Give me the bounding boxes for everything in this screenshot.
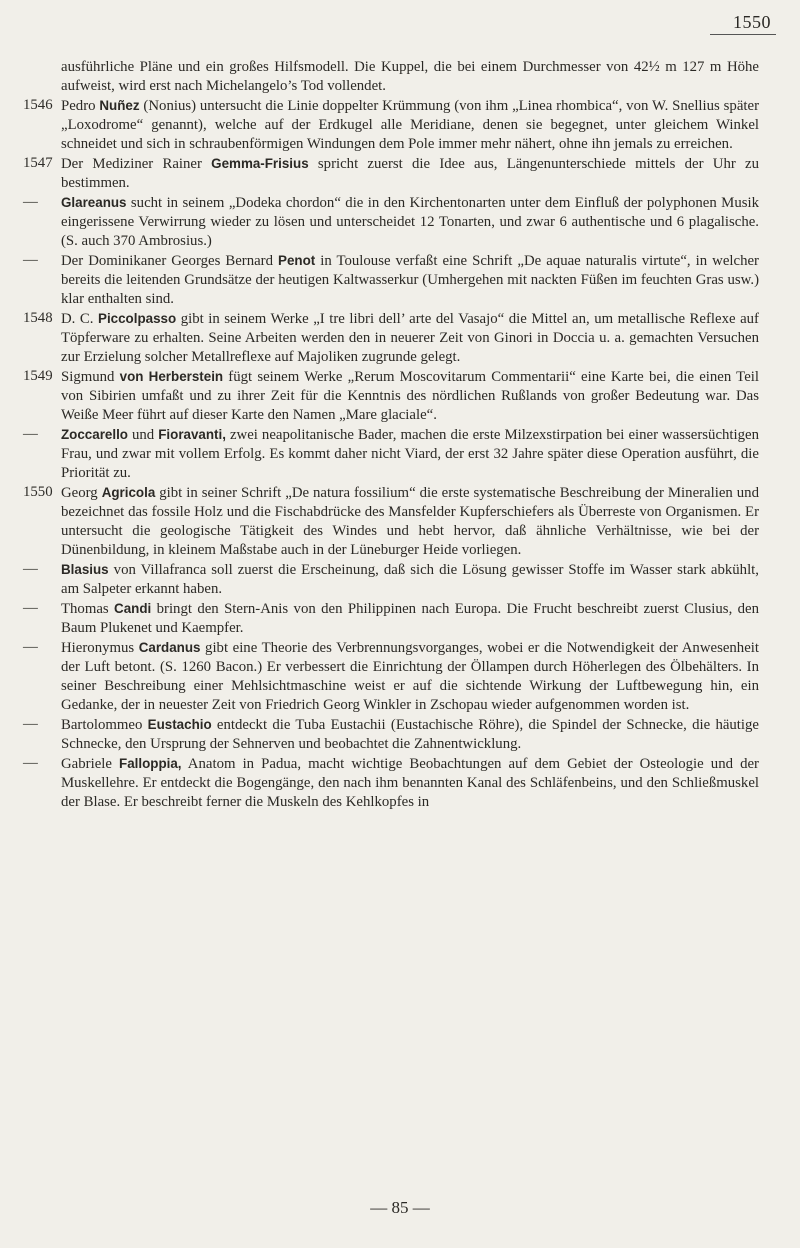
name-highlight: Candi <box>114 601 152 616</box>
text-run: gibt in seiner Schrift „De natura fossilium“ die erste systematische Beschreibung der Mineralien und bezeichnet das fossile Holz und die Fischabdrücke des Mansfelder Kupferschiefers als Überreste von Organismen. Er untersucht die geologische Tätigkeit des Windes und hebt hervor, daß ähnliche Verhältnisse, wie bei der Dünenbildung, in kleinem Maßstabe auch in der Lüneburger Heide vorliegen. <box>61 485 759 558</box>
text-run: Pedro <box>61 98 100 114</box>
chronicle-entry <box>22 58 762 96</box>
chronicle-entry <box>22 251 762 309</box>
chronicle-entry <box>22 96 762 154</box>
name-highlight: Nuñez <box>99 98 140 113</box>
text-run: von Villafranca soll zuerst die Erscheinung, daß sich die Lösung gewisser Stoffe im Wasser stark abkühlt, am Salpeter erkannt haben. <box>61 562 759 597</box>
chronicle-entry <box>22 193 762 251</box>
name-highlight: Piccolpasso <box>98 311 177 326</box>
entry-year: 1550 <box>23 484 53 500</box>
text-run: Georg <box>61 485 102 501</box>
entry-text <box>61 367 759 425</box>
chronicle-entry <box>22 309 762 367</box>
chronicle-entry <box>22 425 762 483</box>
chronicle-entry <box>22 154 762 193</box>
chronicle-entry <box>22 754 762 812</box>
name-highlight: Gemma-Frisius <box>211 156 309 171</box>
text-run: entdeckt die Tuba Eustachii (Eustachische Röhre), die Spindel der Schnecke, die häutige Schnecke, den Ursprung der Sehnerven und beobachtet die Zahnentwicklung. <box>61 717 759 752</box>
entry-text <box>61 58 759 96</box>
text-run: ausführliche Pläne und ein großes Hilfsmodell. Die Kuppel, die bei einem Durchmesser von 42½ m 127 m Höhe aufweist, wird erst nach Michelangelo’s Tod vollendet. <box>61 59 759 94</box>
entry-text <box>61 96 759 154</box>
entry-text <box>61 638 759 715</box>
chronicle-text <box>22 58 762 812</box>
entry-year: — <box>23 755 38 771</box>
text-run: fügt seinem Werke „Rerum Moscovitarum Commentarii“ eine Karte bei, die einen Teil von Sibirien umfaßt und zu ihrer Zeit für die Kenntnis des nördlichen Rußlands von großer Bedeutung war. Das Weiße Meer führt auf dieser Karte den Namen „Mare glaciale“. <box>61 369 759 423</box>
entry-text <box>61 193 759 251</box>
entry-text <box>61 251 759 309</box>
text-run: Hieronymus <box>61 640 139 656</box>
name-highlight: Blasius <box>61 562 109 577</box>
entry-year: 1546 <box>23 97 53 113</box>
entry-year: — <box>23 252 38 268</box>
text-run: spricht zuerst die Idee aus, Längenunterschiede mittels der Uhr zu bestimmen. <box>61 156 759 191</box>
name-highlight: Glareanus <box>61 195 127 210</box>
text-run: Anatom in Padua, macht wichtige Beobachtungen auf dem Gebiet der Osteologie und der Muskellehre. Er entdeckt die Bogengänge, den nach ihm benannten Kanal des Schläfenbeins, und den Schließmuskel der Blase. Er beschreibt ferner die Muskeln des Kehlkopfes in <box>61 756 759 810</box>
text-run: Gabriele <box>61 756 120 772</box>
entry-year: — <box>23 426 38 442</box>
entry-year: — <box>23 194 38 210</box>
name-highlight: Falloppia, <box>119 756 182 771</box>
chronicle-entry <box>22 367 762 425</box>
text-run: D. C. <box>61 311 99 327</box>
chronicle-entry <box>22 599 762 638</box>
entry-text <box>61 715 759 754</box>
name-highlight: Fioravanti, <box>158 427 226 442</box>
text-run: Bartolommeo <box>61 717 148 733</box>
entry-text <box>61 425 759 483</box>
entry-text <box>61 483 759 560</box>
entry-text <box>61 560 759 599</box>
text-run: Der Dominikaner Georges Bernard <box>61 253 279 269</box>
entry-year: — <box>23 716 38 732</box>
running-head-year: 1550 <box>733 12 771 32</box>
text-run: Thomas <box>61 601 115 617</box>
page-number: — 85 — <box>370 1198 430 1217</box>
entry-text <box>61 309 759 367</box>
name-highlight: Cardanus <box>138 640 201 655</box>
entry-text <box>61 599 759 638</box>
entry-year: — <box>23 639 38 655</box>
entry-year: 1547 <box>23 155 53 171</box>
header-rule <box>710 34 776 35</box>
chronicle-entry <box>22 638 762 715</box>
name-highlight: Agricola <box>101 485 156 500</box>
name-highlight: Penot <box>278 253 316 268</box>
text-run: (Nonius) untersucht die Linie doppelter Krümmung (von ihm „Linea rhombica“, von W. Snellius später „Loxodrome“ genannt), welche auf der Erdkugel alle Meridiane, denen sie begegnet, unter gleichem Winkel schneidet und sich in schraubenförmigen Windungen dem Pole immer mehr nähert, ohne ihn jemals zu erreichen. <box>61 98 759 152</box>
entry-year: 1549 <box>23 368 53 384</box>
entry-year: — <box>23 561 38 577</box>
entry-text <box>61 754 759 812</box>
entry-year: 1548 <box>23 310 53 326</box>
entry-year: — <box>23 600 38 616</box>
text-run: gibt in seinem Werke „I tre libri dell’ arte del Vasajo“ die Mittel an, um metallische Reflexe auf Töpferware zu erhalten. Seine Arbeiten werden den in neuerer Zeit von Ginori in Doccia u. a. gemachten Versuchen zur Erzielung solcher Metallreflexe auf Majoliken zugrunde gelegt. <box>61 311 759 365</box>
name-highlight: von Herberstein <box>119 369 224 384</box>
name-highlight: Zoccarello <box>61 427 128 442</box>
text-run: in Toulouse verfaßt eine Schrift „De aquae naturalis virtute“, in welcher bereits die leitenden Grundsätze der heutigen Kaltwasserkur (Umhergehen mit nackten Füßen im feuchten Gras usw.) klar enthalten sind. <box>61 253 759 307</box>
text-run: gibt eine Theorie des Verbrennungsvorganges, wobei er die Notwendigkeit der Anwesenheit der Luft betont. (S. 1260 Bacon.) Er verbessert die Einrichtung der Öllampen durch Höherlegen des Ölbehälters. In seiner Beschreibung einer Mehlsichtmaschine weist er auf die sichtende Wirkung der Luftbewegung hin, ein Gedanke, der in neuester Zeit von Friedrich Georg Winkler in Zschopau wieder aufgenommen worden ist. <box>61 640 759 713</box>
text-run: Der Mediziner Rainer <box>61 156 212 172</box>
chronicle-entry <box>22 483 762 560</box>
text-run: sucht in seinem „Dodeka chordon“ die in den Kirchentonarten unter dem Einfluß der polyphonen Musik eingerissene Verwirrung wieder zu lösen und unterscheidet 12 Tonarten, und zwar 6 authentische und 6 plagalische. (S. auch 370 Ambrosius.) <box>61 195 759 249</box>
text-run: bringt den Stern-Anis von den Philippinen nach Europa. Die Frucht beschreibt zuerst Clusius, den Baum Plukenet und Kaempfer. <box>61 601 759 636</box>
text-run: zwei neapolitanische Bader, machen die erste Milzexstirpation bei einer wassersüchtigen Frau, und zwar mit vollem Erfolg. Es kommt daher nicht Viard, der erst 32 Jahre später diese Operation ausführt, die Priorität zu. <box>61 427 760 481</box>
chronicle-entry <box>22 715 762 754</box>
entry-text <box>61 154 759 193</box>
chronicle-entry <box>22 560 762 599</box>
name-highlight: Eustachio <box>147 717 212 732</box>
text-run: Sigmund <box>61 369 120 385</box>
text-run: und <box>127 427 159 443</box>
